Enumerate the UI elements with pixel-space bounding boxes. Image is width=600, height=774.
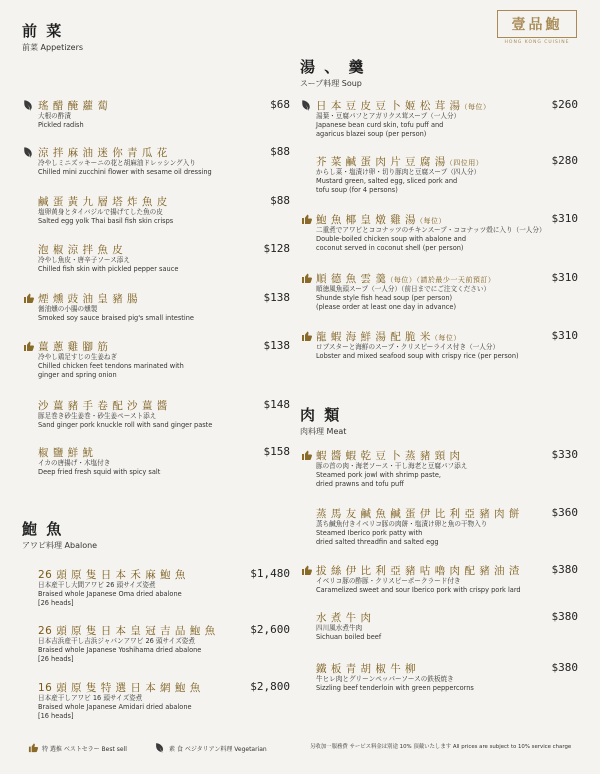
menu-item-tag: （四位用）	[445, 159, 484, 167]
menu-item-description: dried salted threadfin and salted egg	[316, 538, 439, 546]
menu-item-description: Shunde style fish head soup (per person)	[316, 294, 453, 302]
footer-vegetarian-label: 素 食 ベジタリアン料理 Vegetarian	[169, 746, 267, 753]
leaf-icon	[22, 145, 36, 159]
footer-bestsell-label: 特 選推 ベストセラー Best sell	[42, 746, 127, 753]
menu-item-price: $310	[551, 271, 578, 284]
menu-item-name: 薑 蔥 雞 腳 筋	[38, 341, 109, 353]
menu-item-description: (please order at least one day in advance)	[316, 303, 457, 311]
menu-item-name: 蒸 馬 友 鹹 魚 鹹 蛋 伊 比 利 亞 豬 肉 餅	[316, 508, 520, 520]
menu-item	[300, 212, 578, 253]
menu-item-description: [16 heads]	[38, 712, 74, 720]
menu-item-header	[22, 145, 290, 159]
menu-item-description: 冷やし魚皮・唐辛子ソース添え	[38, 256, 130, 264]
logo-box	[497, 10, 577, 38]
menu-item-tag: （每位）	[460, 103, 491, 111]
menu-item	[22, 339, 290, 380]
menu-item-name: 芥 菜 鹹 蛋 肉 片 豆 腐 湯（四位用）	[316, 156, 484, 168]
logo-text: 壹品鮑	[511, 17, 563, 33]
logo-subtitle: HONG KONG CUISINE	[504, 40, 570, 45]
menu-item-price: $138	[263, 339, 290, 352]
menu-item-description: Caramelized sweet and sour Iberico pork with crispy pork lard	[316, 586, 521, 594]
menu-item-price: $310	[551, 329, 578, 342]
menu-item-description: 日本吉浜産干し吉浜ジャパンアワビ 26 頭サイズ姿煮	[38, 637, 195, 645]
menu-item-description: Mustard green, salted egg, sliced pork and	[316, 177, 458, 185]
menu-item-header	[22, 194, 290, 208]
footer-service-charge: 另收加一服務費 サービス料金は別途 10% 頂戴いたします All prices are subject to 10% service charge	[310, 744, 572, 750]
menu-item-name: 16 頭 原 隻 特 選 日 本 網 鮑 魚	[38, 682, 201, 694]
menu-item	[22, 145, 290, 177]
menu-item-price: $68	[270, 98, 290, 111]
menu-item-price: $2,800	[250, 680, 290, 693]
menu-item-description: dried prawns and tofu puff	[316, 480, 404, 488]
leaf-icon	[22, 98, 36, 112]
menu-item-description: tofu soup (for 4 persons)	[316, 186, 398, 194]
menu-item-description: [26 heads]	[38, 655, 74, 663]
menu-item-description: 豚足巻き砂生姜巻・砂生姜ペースト添え	[38, 412, 157, 420]
menu-item-description: 四川風水煮牛肉	[316, 624, 363, 632]
menu-item	[300, 271, 578, 312]
menu-item-description: からし菜・塩漬け卵・切り豚肉と豆腐スープ（四人分）	[316, 168, 481, 176]
menu-item-description: 順徳風魚頭スープ（一人分）（前日までにご注文ください）	[316, 285, 491, 293]
menu-item-price: $88	[270, 145, 290, 158]
menu-item-description: Braised whole Japanese Amidari dried abalone	[38, 703, 192, 711]
menu-item	[22, 445, 290, 477]
menu-item-name: 蝦 醬 蝦 乾 豆 卜 蒸 豬 頸 肉	[316, 450, 461, 462]
menu-item-name: 鮑 魚 椰 皇 燉 雞 湯（每位）	[316, 214, 447, 226]
menu-item	[300, 610, 578, 642]
menu-item-name: 日 本 豆 皮 豆 卜 姬 松 茸 湯（每位）	[316, 100, 491, 112]
menu-item-description: Deep fried fresh squid with spicy salt	[38, 468, 161, 476]
thumb-up-icon	[300, 448, 314, 462]
menu-item	[300, 329, 578, 361]
menu-item-header	[300, 329, 578, 343]
menu-item-name: 26 頭 原 隻 日 本 禾 麻 鮑 魚	[38, 569, 186, 581]
menu-item	[22, 194, 290, 226]
menu-item-price: $158	[263, 445, 290, 458]
menu-item-header	[300, 271, 578, 285]
menu-item-header	[300, 212, 578, 226]
menu-item-description: 日本産干し大間アワビ 26 頭サイズ姿煮	[38, 581, 156, 589]
menu-item-description: Sizzling beef tenderloin with green peppercorns	[316, 684, 474, 692]
thumb-up-icon	[22, 339, 36, 353]
menu-item	[22, 242, 290, 274]
menu-item-description: Lobster and mixed seafood soup with crispy rice (per person)	[316, 352, 519, 360]
menu-item-tag: （每位）	[430, 334, 461, 342]
menu-item-description: ginger and spring onion	[38, 371, 117, 379]
menu-item-price: $148	[263, 398, 290, 411]
menu-item-price: $380	[551, 610, 578, 623]
menu-item-header	[300, 563, 578, 577]
menu-item-description: 日本産干しアワビ 16 頭サイズ姿煮	[38, 694, 143, 702]
menu-item-header	[300, 448, 578, 462]
menu-item-price: $330	[551, 448, 578, 461]
menu-item	[22, 98, 290, 130]
leaf-icon	[155, 742, 169, 755]
thumb-up-icon	[28, 742, 42, 755]
menu-item-header	[22, 445, 290, 459]
menu-item-name: 瑤 醋 醃 蘿 蔔	[38, 100, 109, 112]
menu-item-name: 涼 拌 麻 油 迷 你 青 瓜 花	[38, 147, 168, 159]
menu-item-description: Steamed pork jowl with shrimp paste,	[316, 471, 442, 479]
appetizers-title: 前 菜	[22, 22, 64, 40]
menu-item-price: $380	[551, 661, 578, 674]
footer-bestsell-legend	[28, 742, 127, 755]
menu-item-price: $138	[263, 291, 290, 304]
menu-item-name: 鹹 蛋 黃 九 層 塔 炸 魚 皮	[38, 196, 168, 208]
menu-item-name: 鐵 板 青 胡 椒 牛 柳	[316, 663, 417, 675]
menu-item-tag: （每位）	[416, 217, 447, 225]
menu-item	[22, 623, 290, 664]
menu-item-name: 26 頭 原 隻 日 本 皇 冠 吉 品 鮑 魚	[38, 625, 216, 637]
menu-item-description: Chilled chicken feet tendons marinated with	[38, 362, 184, 370]
menu-item-description: coconut served in coconut shell (per person)	[316, 244, 464, 252]
menu-item-description: イカの唐揚げ・木塩付き	[38, 459, 111, 467]
menu-item-price: $280	[551, 154, 578, 167]
menu-item-description: 豚の首の肉・海老ソース・干し海老と豆腐パフ添え	[316, 462, 468, 470]
menu-item-tag: （每位）（請於最少一天前預訂）	[386, 276, 496, 284]
menu-item-price: $260	[551, 98, 578, 111]
menu-item-description: Japanese bean curd skin, tofu puff and	[316, 121, 444, 129]
appetizers-subtitle: 前菜 Appetizers	[22, 43, 84, 52]
menu-item-description: 蒸ち鹹魚付きイベリコ豚の肉餅・塩漬け卵と魚の干物入り	[316, 520, 488, 528]
menu-item-description: Sand ginger pork knuckle roll with sand ginger paste	[38, 421, 213, 429]
menu-item-description: Braised whole Japanese Oma dried abalone	[38, 590, 182, 598]
menu-item-description: 冷やしミニズッキーニの花と胡麻油ドレッシング入り	[38, 159, 196, 167]
leaf-icon	[300, 98, 314, 112]
menu-item-name: 椒 鹽 鮮 魷	[38, 447, 94, 459]
menu-item-price: $88	[270, 194, 290, 207]
menu-item	[300, 661, 578, 693]
menu-item-description: 湯葉・豆腐パフとアガリクス茸スープ（一人分）	[316, 112, 461, 120]
menu-item-name: 拔 絲 伊 比 利 亞 豬 咕 嚕 肉 配 豬 油 渣	[316, 565, 520, 577]
menu-item-header	[22, 98, 290, 112]
menu-item-description: ロブスターと海鮮のスープ・クリスピーライス付き（一人分）	[316, 343, 500, 351]
menu-item	[22, 291, 290, 323]
menu-item-header	[22, 680, 290, 694]
menu-item-price: $128	[263, 242, 290, 255]
menu-item	[300, 506, 578, 547]
menu-item-description: Salted egg yolk Thai basil fish skin crisps	[38, 217, 174, 225]
menu-item-description: 塩卵黄身とタイバジルで揚げてした魚の皮	[38, 208, 163, 216]
menu-item-header	[300, 610, 578, 624]
menu-item-description: Smoked soy sauce braised pig's small intestine	[38, 314, 194, 322]
menu-item	[300, 448, 578, 489]
menu-item	[22, 680, 290, 721]
menu-item-header	[22, 567, 290, 581]
thumb-up-icon	[300, 329, 314, 343]
menu-item-description: Steamed Iberico pork patty with	[316, 529, 423, 537]
menu-item	[300, 563, 578, 595]
menu-item-description: Chilled fish skin with pickled pepper sauce	[38, 265, 179, 273]
thumb-up-icon	[300, 212, 314, 226]
footer-vegetarian-legend	[155, 742, 267, 755]
soup-subtitle: スープ料理 Soup	[300, 79, 362, 88]
menu-item-description: 二重煮でアワビとココナッツのチキンスープ・ココナッツ殻に入り（一人分）	[316, 226, 546, 234]
menu-item-description: 牛ヒレ肉とグリーンペッパーソースの鉄板焼き	[316, 675, 454, 683]
soup-title: 湯 、 羹	[300, 58, 366, 76]
menu-item-header	[22, 242, 290, 256]
menu-item-header	[300, 506, 578, 520]
menu-item-description: agaricus blazei soup (per person)	[316, 130, 427, 138]
menu-item-header	[300, 98, 578, 112]
abalone-title: 鮑 魚	[22, 520, 64, 538]
abalone-subtitle: アワビ料理 Abalone	[22, 541, 98, 550]
menu-item-description: 大根の酢漬	[38, 112, 71, 120]
menu-item-name: 煙 燻 豉 油 皇 豬 腸	[38, 293, 139, 305]
menu-item-description: Braised whole Japanese Yoshihama dried abalone	[38, 646, 202, 654]
restaurant-logo	[497, 10, 579, 50]
menu-item-header	[22, 291, 290, 305]
menu-item-header	[300, 661, 578, 675]
menu-item-price: $2,600	[250, 623, 290, 636]
menu-item	[22, 398, 290, 430]
menu-item-price: $380	[551, 563, 578, 576]
menu-item-description: 冷やし鶏足すじの生姜ねぎ	[38, 353, 118, 361]
menu-item-header	[300, 154, 578, 168]
menu-item-price: $1,480	[250, 567, 290, 580]
menu-item-name: 水 煮 牛 肉	[316, 612, 372, 624]
menu-item-description: Chilled mini zucchini flower with sesame oil dressing	[38, 168, 212, 176]
menu-item-price: $360	[551, 506, 578, 519]
menu-item-header	[22, 339, 290, 353]
menu-item-description: 醤油燻の小腸の燻製	[38, 305, 98, 313]
meat-subtitle: 肉料理 Meat	[300, 427, 347, 436]
menu-item	[22, 567, 290, 608]
menu-item-header	[22, 398, 290, 412]
menu-item-name: 泡 椒 涼 拌 魚 皮	[38, 244, 124, 256]
menu-item-price: $310	[551, 212, 578, 225]
thumb-up-icon	[300, 271, 314, 285]
menu-item-description: Sichuan boiled beef	[316, 633, 382, 641]
menu-item-description: Pickled radish	[38, 121, 84, 129]
menu-item-name: 龍 蝦 海 鮮 湯 配 脆 米（每位）	[316, 331, 461, 343]
menu-item-name: 順 德 魚 雲 羹（每位）（請於最少一天前預訂）	[316, 273, 496, 285]
thumb-up-icon	[300, 563, 314, 577]
meat-title: 肉 類	[300, 406, 342, 424]
menu-item-description: [26 heads]	[38, 599, 74, 607]
menu-item	[300, 98, 578, 139]
menu-item-name: 沙 薑 豬 手 卷 配 沙 薑 醬	[38, 400, 168, 412]
menu-item-header	[22, 623, 290, 637]
menu-item	[300, 154, 578, 195]
menu-item-description: イベリコ豚の酢豚・クリスピーポークラード付き	[316, 577, 461, 585]
thumb-up-icon	[22, 291, 36, 305]
menu-item-description: Double-boiled chicken soup with abalone and	[316, 235, 467, 243]
